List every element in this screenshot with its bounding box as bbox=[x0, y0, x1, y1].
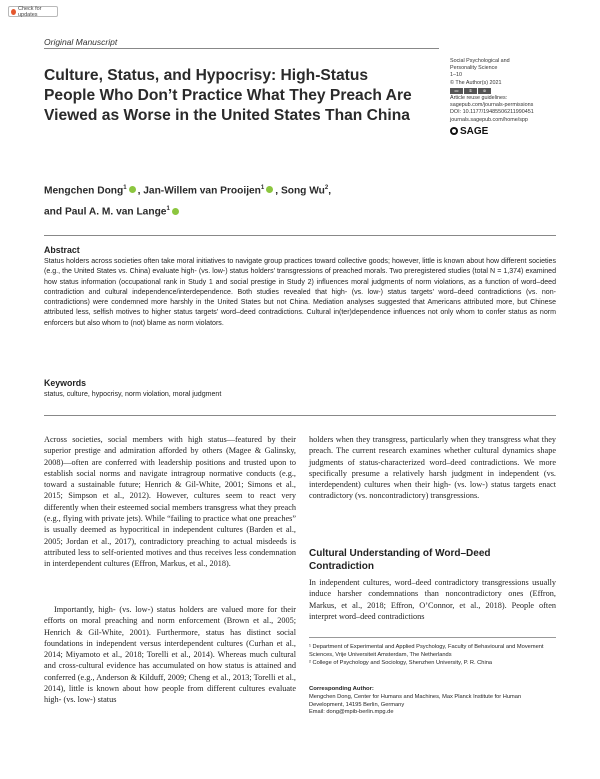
orcid-icon[interactable] bbox=[266, 186, 273, 193]
body-paragraph: Across societies, social members with high status—featured by their superior prestige and admiration afforded by others (Magee & Galinsky, 2008)—often are conferred with leadership positions and trusted upon to establish social norms and navigate intragroup normative conducts (e.g., toward a sustainable future; Henrich & Gil-White, 2001; Simons et al., 2015; Simpson et al., 2012). However, cultures seem to react very differently when their esteemed social members transgress what they preach (e.g., flying with private jets). While “failing to practice what one preaches” is usually deemed as hypocritical in independent cultures (Barden et al., 2005; Jordan et al., 2017), contradictory preaching to actual misdeeds is attributed less to self-oriented motives and thus receives less condemnation in interdependent cultures (Effron, Markus, et al., 2018). bbox=[44, 435, 296, 569]
reuse-link[interactable]: sagepub.com/journals-permissions bbox=[450, 102, 534, 109]
author-list: Mengchen Dong$^1$ , Jan-Willem van Prooijen$^1$ , Song Wu$^2$, and Paul A. M. van Lange$^1$ bbox=[44, 185, 332, 218]
sage-logo-icon bbox=[450, 127, 458, 135]
orcid-icon[interactable] bbox=[172, 208, 179, 215]
abstract-divider-top bbox=[44, 235, 556, 236]
abstract-divider-bottom bbox=[44, 415, 556, 416]
nd-icon: ⊜ bbox=[478, 88, 491, 94]
affiliation-marker: 1 bbox=[123, 185, 127, 191]
header-divider bbox=[44, 48, 439, 49]
cc-icon: cc bbox=[450, 88, 463, 94]
badge-label: Check for updates bbox=[17, 5, 42, 18]
keywords-text: status, culture, hypocrisy, norm violation, moral judgment bbox=[44, 391, 222, 398]
footnote-divider bbox=[309, 637, 556, 638]
author-name[interactable]: Song Wu bbox=[280, 185, 325, 197]
journal-home-link[interactable]: journals.sagepub.com/home/spp bbox=[450, 116, 528, 123]
corresponding-author-heading: Corresponding Author: bbox=[309, 686, 374, 692]
body-paragraph: holders when they transgress, particularly when they transgress what they preach. The current research examines whether cultural dynamics shape judgments of status-characterized word–deed contradictions. We more specifically presume a relatively harsh judgment in independent (vs. interdependent) cultures when their high- (vs. low-) status targets enact contradictory (vs. noncontradictory) transgressions. bbox=[309, 435, 556, 501]
orcid-icon[interactable] bbox=[129, 186, 136, 193]
author-name[interactable]: Jan-Willem van Prooijen bbox=[143, 185, 261, 197]
journal-name-line2: Personality Science bbox=[450, 65, 498, 72]
body-paragraph: Importantly, high- (vs. low-) status holders are valued more for their efforts on moral preaching and norm enforcement (Brown et al., 2005; Henrich & Gil-White, 2001). Furthermore, status has distinct social foundations in independent versus interdependent cultures (Curhan et al., 2014; Miyamoto et al., 2018; Torelli et al., 2014). Whereas much cultural and cross-cultural evidence has accumulated on how status is attained and conferred (e.g., Anderson & Kilduff, 2009; Cheng et al., 2013; Torelli et al., 2014), little is known about how people from different cultures evaluate high- (vs. low-) status bbox=[44, 605, 296, 705]
affiliation-marker: 1 bbox=[260, 185, 265, 191]
corresponding-author-details: Mengchen Dong, Center for Humans and Machines, Max Planck Institute for Human Development, 14195 Berlin, Germany Email: dong@mpib-berlin.mpg.de bbox=[309, 694, 522, 716]
reuse-label: Article reuse guidelines: bbox=[450, 95, 508, 102]
paper-title: Culture, Status, and Hypocrisy: High-Status People Who Don’t Practice What They Preach Are Viewed as Worse in the United States Than China bbox=[44, 67, 412, 124]
keywords-heading: Keywords bbox=[44, 378, 87, 388]
doi-link[interactable]: DOI: 10.1177/19485506211990451 bbox=[450, 109, 534, 116]
body-paragraph: In independent cultures, word–deed contradictory transgressions usually induce harsher condemnations than noncontradictory ones (Effron, Markus, et al., 2018; Effron, O’Connor, et al., 2018). People often interpret word–deed contradictions bbox=[309, 578, 556, 621]
journal-name-line1: Social Psychological and bbox=[450, 58, 510, 64]
article-type-label: Original Manuscript bbox=[44, 37, 118, 47]
publisher-name: SAGE bbox=[460, 125, 489, 137]
journal-meta bbox=[450, 58, 580, 137]
affiliation-marker: 2 bbox=[324, 185, 329, 191]
affiliation-footnote: ² College of Psychology and Sociology, Shenzhen University, P. R. China bbox=[309, 660, 493, 666]
abstract-heading: Abstract bbox=[44, 245, 80, 255]
author-name[interactable]: and Paul A. M. van Lange bbox=[44, 206, 167, 218]
sage-logo bbox=[450, 126, 580, 137]
by-icon: ① bbox=[464, 88, 477, 94]
author-name[interactable]: Mengchen Dong bbox=[44, 185, 124, 197]
journal-pages: 1–10 bbox=[450, 72, 462, 79]
check-for-updates-badge[interactable] bbox=[8, 6, 58, 17]
affiliation-footnote: ¹ Department of Experimental and Applied Psychology, Faculty of Behavioural and Movement Sciences, Vrije Universiteit Amsterdam, The Netherlands bbox=[309, 644, 544, 658]
cc-license-icon[interactable] bbox=[450, 88, 491, 94]
crossmark-icon bbox=[11, 9, 16, 15]
abstract-text: Status holders across societies often take moral initiatives to navigate group practices toward collective goods; however, little is known about how different societies (e.g., the United States vs. China) evaluate high- (vs. low-) status holders’ transgressions of preached morals. Two preregistered studies (total N = 1,374) examined how status information (occupational rank in Study 1 and social prestige in Study 2) influences moral judgments of norm violations, as a function of word–deed contradiction and cultural independence/interdependence. Both studies revealed that high- (vs. low-) status targets’ word–deed contradictions (vs. non-contradictions) were condemned more harshly in the United States but not China. Mediation analyses suggested that Americans attributed more, but Chinese attributed less, selfish motives to higher status targets’ word–deed contradictions. Cultural in(ter)dependence influences not only whom to confer status as norm enforcers but also whom to (not) blame as norm violators. bbox=[44, 258, 556, 327]
affiliation-marker: 1 bbox=[166, 206, 170, 213]
journal-copyright: © The Author(s) 2021 bbox=[450, 79, 502, 86]
section-heading: Cultural Understanding of Word–Deed Contradiction bbox=[309, 548, 491, 572]
